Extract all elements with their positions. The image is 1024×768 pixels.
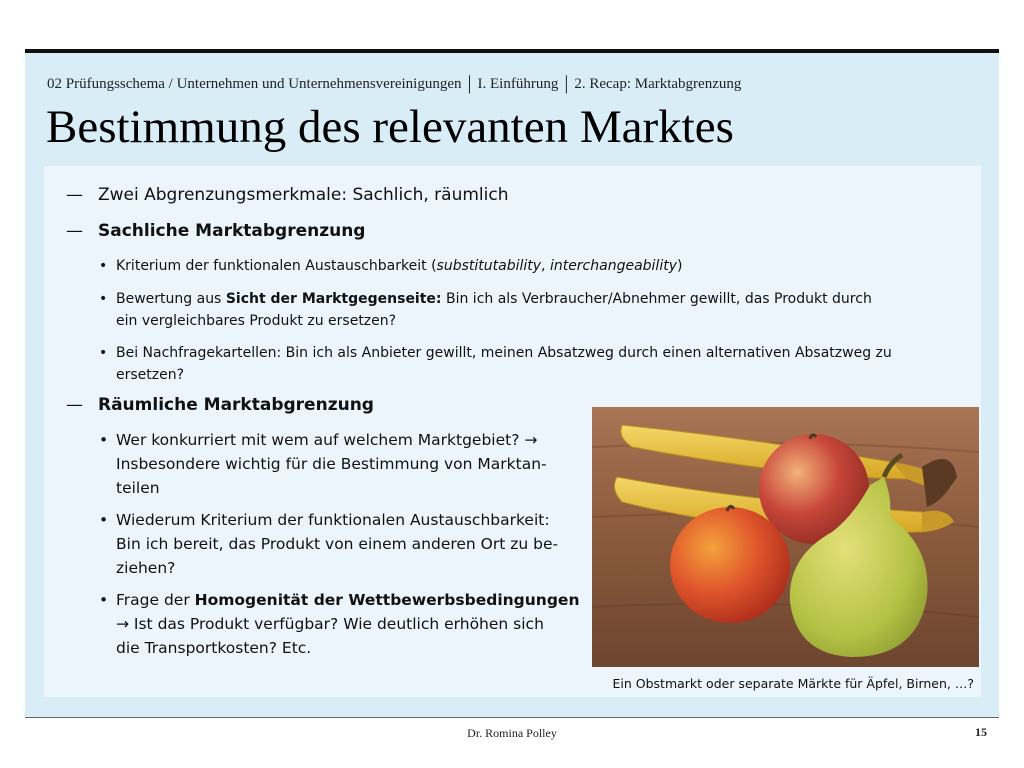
page-title: Bestimmung des relevanten Marktes — [46, 101, 734, 153]
dash-marker: — — [66, 221, 83, 241]
item-text: Zwei Abgrenzungsmerkmale: Sachlich, räumlich — [98, 185, 509, 205]
item-text: Bei Nachfragekartellen: Bin ich als Anbieter gewillt, meinen Absatzweg durch einen alternativen Absatzweg zu — [116, 345, 892, 361]
dash-marker: — — [66, 395, 83, 415]
item-text: die Transportkosten? Etc. — [116, 639, 312, 657]
bullet-marker: • — [99, 258, 108, 274]
item-text: ziehen? — [116, 559, 176, 577]
item-text: → Ist das Produkt verfügbar? Wie deutlich erhöhen sich — [116, 615, 544, 633]
list-item-level1 — [66, 185, 509, 205]
item-text: ein vergleichbares Produkt zu ersetzen? — [116, 313, 397, 329]
breadcrumb-item-section: I. Einführung — [477, 76, 559, 92]
list-item-level2 — [99, 288, 872, 332]
item-heading: Räumliche Marktabgrenzung — [98, 395, 374, 415]
item-text: Kriterium der funktionalen Austauschbarkeit ( — [116, 258, 437, 274]
bullet-marker: • — [99, 345, 108, 361]
item-text: ) — [677, 258, 683, 274]
item-text: Bin ich bereit, das Produkt von einem anderen Ort zu be- — [116, 535, 559, 553]
item-emphasis: substitutability — [436, 258, 542, 274]
breadcrumb-separator: | — [467, 72, 472, 94]
item-bold: Sicht der Marktgegenseite: — [225, 291, 442, 307]
list-item-level2 — [99, 508, 559, 580]
item-text: ersetzen? — [116, 367, 185, 383]
list-item-level1 — [66, 395, 374, 415]
breadcrumb-item-subsection: 2. Recap: Marktabgrenzung — [574, 76, 742, 92]
item-text: Insbesondere wichtig für die Bestimmung von Marktan- — [116, 455, 547, 473]
bullet-marker: • — [99, 511, 109, 529]
list-item-level2 — [99, 342, 892, 386]
breadcrumb-separator: | — [564, 72, 569, 94]
page-number: 15 — [975, 725, 987, 739]
item-text: Bewertung aus — [116, 291, 226, 307]
item-emphasis: interchangeability — [549, 258, 677, 274]
fruit-photo — [592, 407, 979, 667]
bullet-marker: • — [99, 291, 108, 307]
item-text: Frage der — [116, 591, 195, 609]
item-text: teilen — [116, 479, 160, 497]
footer-author: Dr. Romina Polley — [467, 726, 557, 740]
item-heading: Sachliche Marktabgrenzung — [98, 221, 366, 241]
item-bold: Homogenität der Wettbewerbsbedingungen — [194, 591, 580, 609]
list-item-level2 — [99, 428, 547, 500]
bottom-rule — [25, 717, 999, 718]
item-text: , — [541, 258, 550, 274]
list-item-level2 — [99, 255, 683, 277]
dash-marker: — — [66, 185, 83, 205]
item-text: Wiederum Kriterium der funktionalen Austauschbarkeit: — [116, 511, 550, 529]
fruit-illustration — [592, 407, 979, 667]
bullet-marker: • — [99, 431, 109, 449]
item-text: Wer konkurriert mit wem auf welchem Marktgebiet? → — [116, 431, 538, 449]
photo-caption: Ein Obstmarkt oder separate Märkte für Äpfel, Birnen, …? — [612, 676, 974, 691]
bullet-marker: • — [99, 591, 109, 609]
item-text: Bin ich als Verbraucher/Abnehmer gewillt, das Produkt durch — [441, 291, 872, 307]
breadcrumb-item-chapter: 02 Prüfungsschema / Unternehmen und Unternehmensvereinigungen — [47, 76, 462, 92]
list-item-level1 — [66, 221, 366, 241]
list-item-level2 — [99, 588, 580, 660]
breadcrumb — [47, 71, 741, 94]
